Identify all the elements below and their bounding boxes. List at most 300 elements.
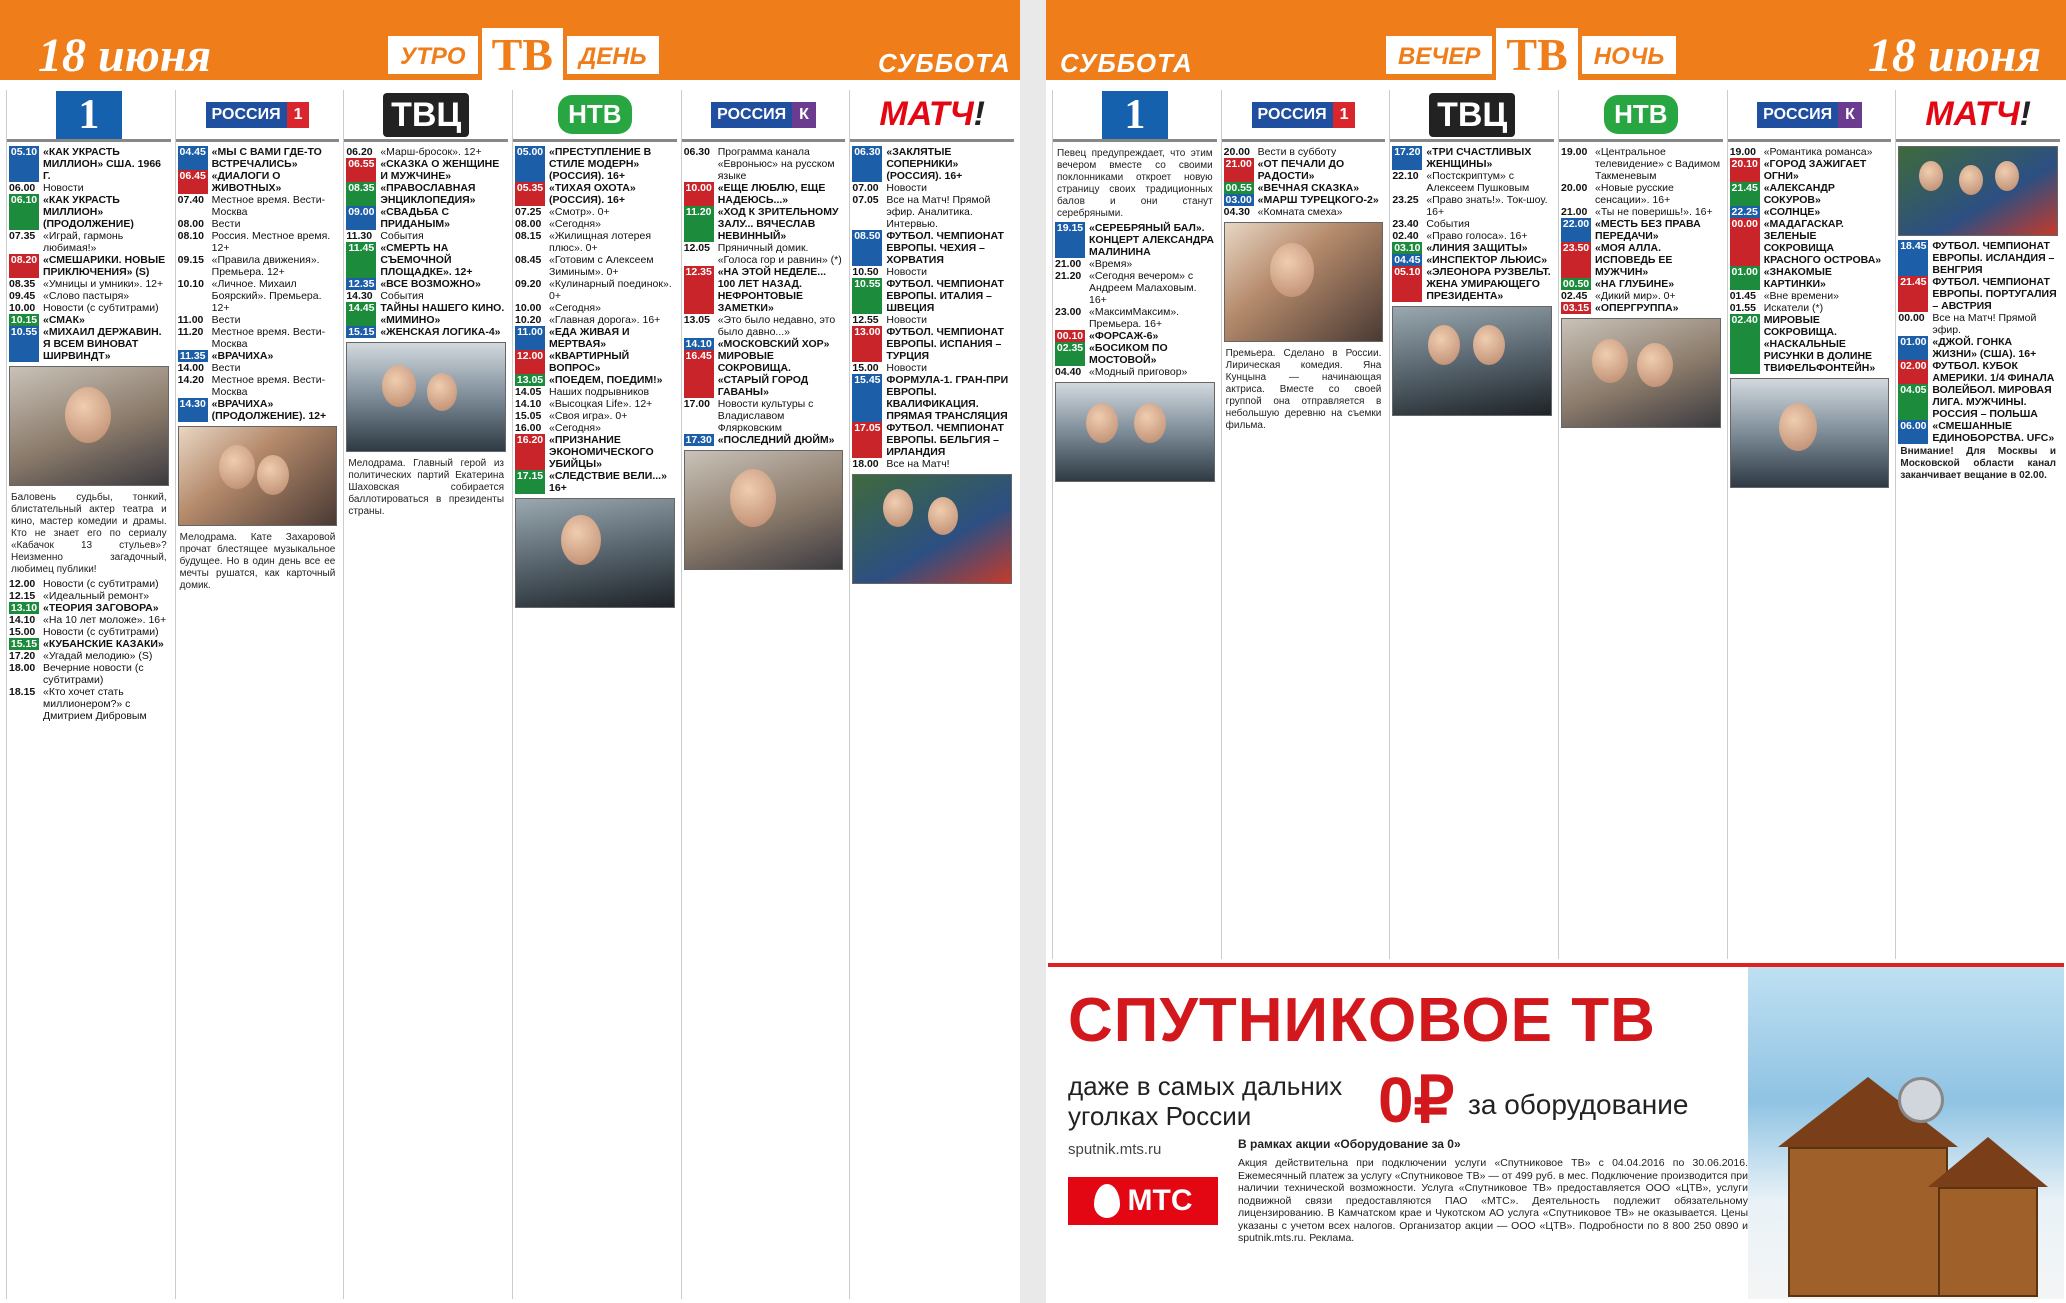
program-row bbox=[850, 266, 1014, 278]
program-title: «МИХАИЛ ДЕРЖАВИН. Я ВСЕМ ВИНОВАТ ШИРВИНДТ» bbox=[43, 326, 162, 362]
program-title: ФОРМУЛА-1. ГРАН-ПРИ ЕВРОПЫ. КВАЛИФИКАЦИЯ. ПРЯМАЯ ТРАНСЛЯЦИЯ bbox=[886, 374, 1009, 422]
program-title: «Сегодня» bbox=[549, 302, 601, 314]
program-row bbox=[1728, 206, 1892, 218]
program-time: 03.15 bbox=[1562, 302, 1590, 314]
program-title: «Кто хочет стать миллионером?» с Дмитрием Дибровым bbox=[43, 686, 147, 722]
program-title: «СЛЕДСТВИЕ ВЕЛИ...» 16+ bbox=[549, 470, 667, 494]
program-time: 15.00 bbox=[9, 626, 36, 638]
program-title: Новости (с субтитрами) bbox=[43, 302, 159, 314]
program-title: «На 10 лет моложе». 16+ bbox=[43, 614, 167, 626]
program-title: «СОЛНЦЕ» bbox=[1763, 206, 1821, 218]
mts-egg-icon bbox=[1094, 1184, 1120, 1218]
program-title: «Право знать!». Ток-шоу. 16+ bbox=[1426, 194, 1548, 218]
program-row bbox=[1559, 278, 1723, 290]
program-time: 14.30 bbox=[178, 398, 208, 422]
program-time: 15.15 bbox=[348, 326, 375, 338]
program-row bbox=[7, 578, 171, 590]
program-row bbox=[1053, 342, 1217, 366]
program-row bbox=[850, 314, 1014, 326]
program-time: 23.50 bbox=[1561, 242, 1591, 278]
program-row bbox=[1728, 314, 1892, 374]
program-title: «СМЕШАРИКИ. НОВЫЕ ПРИКЛЮЧЕНИЯ» (S) bbox=[43, 254, 166, 278]
satellite-dish-icon bbox=[1898, 1077, 1944, 1123]
program-time: 02.00 bbox=[1898, 360, 1928, 384]
program-row bbox=[850, 230, 1014, 266]
program-title: «МАДАГАСКАР. ЗЕЛЕНЫЕ СОКРОВИЩА КРАСНОГО ОСТРОВА» bbox=[1763, 218, 1882, 266]
program-row bbox=[513, 182, 677, 206]
program-title: Новости (с субтитрами) bbox=[43, 578, 159, 590]
program-row bbox=[513, 422, 677, 434]
program-row bbox=[1896, 312, 2060, 336]
program-title: «Слово пастыря» bbox=[43, 290, 130, 302]
mts-logo: МТС bbox=[1068, 1177, 1218, 1225]
program-row bbox=[1390, 218, 1554, 230]
program-time: 07.05 bbox=[852, 194, 879, 206]
program-row bbox=[682, 206, 846, 242]
program-title: «Дикий мир». 0+ bbox=[1595, 290, 1676, 302]
program-photo bbox=[1561, 318, 1721, 428]
program-title: «ЗНАКОМЫЕ КАРТИНКИ» bbox=[1763, 266, 1832, 290]
left-date: 18 июня bbox=[38, 29, 212, 82]
column-channel-one bbox=[6, 90, 171, 1299]
program-row bbox=[513, 314, 677, 326]
program-time: 21.45 bbox=[1730, 182, 1760, 206]
program-row bbox=[682, 338, 846, 350]
program-time: 14.00 bbox=[177, 362, 204, 374]
program-row bbox=[7, 182, 171, 194]
program-time: 12.05 bbox=[683, 242, 710, 254]
program-photo bbox=[1055, 382, 1215, 482]
program-description: Мелодрама. Кате Захаровой прочат блестящее музыкальное будущее. Но в один день все ее мечты рушатся, как карточный домик. bbox=[179, 532, 336, 591]
program-row bbox=[682, 242, 846, 266]
program-time: 07.25 bbox=[515, 206, 542, 218]
program-row bbox=[176, 314, 340, 326]
program-row bbox=[176, 254, 340, 278]
program-time: 04.45 bbox=[1394, 254, 1421, 266]
program-title: «Новые русские сенсации». 16+ bbox=[1595, 182, 1674, 206]
program-row bbox=[344, 230, 508, 242]
program-title: Местное время. Вести-Москва bbox=[211, 194, 326, 218]
ntv-logo: НТВ bbox=[1559, 90, 1723, 142]
channel-one-logo: 1 bbox=[1053, 90, 1217, 142]
program-row bbox=[1559, 290, 1723, 302]
program-title: «МОСКОВСКИЙ ХОР» bbox=[717, 338, 830, 350]
program-title: «ОПЕРГРУППА» bbox=[1595, 302, 1679, 314]
program-time: 11.30 bbox=[346, 230, 373, 242]
program-title: «ДИАЛОГИ О ЖИВОТНЫХ» bbox=[211, 170, 282, 194]
program-row bbox=[344, 158, 508, 182]
program-time: 07.00 bbox=[852, 182, 879, 194]
program-time: 11.35 bbox=[178, 350, 208, 362]
program-title: «Главная дорога». 16+ bbox=[549, 314, 661, 326]
program-title: Вечерние новости (с субтитрами) bbox=[43, 662, 144, 686]
program-photo bbox=[1898, 146, 2058, 236]
program-list bbox=[682, 146, 846, 446]
left-schedule-grid bbox=[6, 90, 1014, 1299]
program-row bbox=[7, 590, 171, 602]
program-time: 00.00 bbox=[1898, 312, 1925, 324]
column-russia-1 bbox=[1221, 90, 1386, 959]
program-title: «Комната смеха» bbox=[1257, 206, 1343, 218]
match-logo: МАТЧ! bbox=[1896, 90, 2060, 142]
program-time: 22.25 bbox=[1731, 206, 1758, 218]
program-time: 08.20 bbox=[9, 254, 39, 278]
program-description: Баловень судьбы, тонкий, блистательный актер театра и кино, мастер комедии и драмы. Кто не знает его по сериалу «Кабачок 13 стульев»? Неизменно загадочный, любимец публики! bbox=[11, 492, 167, 575]
russia-k-logo: РОССИЯ К bbox=[682, 90, 846, 142]
program-row bbox=[176, 398, 340, 422]
column-match bbox=[849, 90, 1014, 1299]
program-title: «ТИХАЯ ОХОТА» (РОССИЯ). 16+ bbox=[549, 182, 636, 206]
russia-1-logo: РОССИЯ 1 bbox=[176, 90, 340, 142]
program-title: «НА ГЛУБИНЕ» bbox=[1595, 278, 1675, 290]
program-title: «СКАЗКА О ЖЕНЩИНЕ И МУЖЧИНЕ» bbox=[380, 158, 500, 182]
program-time: 06.00 bbox=[1898, 420, 1928, 444]
program-time: 14.10 bbox=[515, 398, 542, 410]
program-title: «СМЕШАННЫЕ ЕДИНОБОРСТВА. UFC» bbox=[1932, 420, 2055, 444]
ad-title: СПУТНИКОВОЕ ТВ bbox=[1068, 986, 1656, 1055]
program-time: 10.15 bbox=[10, 314, 38, 326]
program-row bbox=[1053, 222, 1217, 258]
program-title: МИРОВЫЕ СОКРОВИЩА. «СТАРЫЙ ГОРОД ГАВАНЫ» bbox=[717, 350, 809, 398]
right-date: 18 июня bbox=[1868, 29, 2042, 82]
program-row bbox=[513, 230, 677, 254]
program-time: 13.00 bbox=[852, 326, 882, 362]
program-row bbox=[513, 350, 677, 374]
column-tvc bbox=[1389, 90, 1554, 959]
program-time: 12.55 bbox=[852, 314, 879, 326]
program-title: «Умницы и умники». 12+ bbox=[43, 278, 164, 290]
program-title: Искатели (*) bbox=[1763, 302, 1824, 314]
program-row bbox=[1222, 158, 1386, 182]
program-title: Новости bbox=[886, 266, 928, 278]
program-time: 23.40 bbox=[1392, 218, 1419, 230]
program-row bbox=[682, 314, 846, 338]
program-row bbox=[7, 278, 171, 290]
program-row bbox=[850, 182, 1014, 194]
program-title: «Своя игра». 0+ bbox=[549, 410, 628, 422]
program-row bbox=[1896, 420, 2060, 444]
program-row bbox=[1390, 170, 1554, 194]
program-title: «Марш-бросок». 12+ bbox=[380, 146, 482, 158]
program-row bbox=[1559, 206, 1723, 218]
tvc-logo: ТВЦ bbox=[344, 90, 508, 142]
program-title: «ХОД К ЗРИТЕЛЬНОМУ ЗАЛУ... ВЯЧЕСЛАВ НЕВИННЫЙ» bbox=[717, 206, 839, 242]
program-time: 07.40 bbox=[177, 194, 204, 206]
program-row bbox=[176, 230, 340, 254]
program-time: 04.45 bbox=[178, 146, 208, 170]
logo-night: НОЧЬ bbox=[1582, 36, 1677, 74]
program-title: «СМЕРТЬ НА СЪЕМОЧНОЙ ПЛОЩАДКЕ». 12+ bbox=[380, 242, 473, 278]
program-time: 22.00 bbox=[1561, 218, 1591, 242]
program-title: «Вне времени» bbox=[1763, 290, 1839, 302]
program-title: «ЕДА ЖИВАЯ И МЕРТВАЯ» bbox=[549, 326, 630, 350]
program-row bbox=[1222, 146, 1386, 158]
program-row bbox=[1896, 336, 2060, 360]
program-title: Новости bbox=[43, 182, 84, 194]
program-row bbox=[1728, 182, 1892, 206]
program-title: Новости культуры с Владиславом Флярковским bbox=[717, 398, 814, 434]
program-title: Вести в субботу bbox=[1257, 146, 1337, 158]
program-time: 06.20 bbox=[346, 146, 373, 158]
program-time: 06.30 bbox=[852, 146, 882, 182]
program-title: «ВСЕ ВОЗМОЖНО» bbox=[380, 278, 481, 290]
program-row bbox=[7, 302, 171, 314]
program-title: «МЕСТЬ БЕЗ ПРАВА ПЕРЕДАЧИ» bbox=[1595, 218, 1701, 242]
program-title: Программа канала «Евроньюс» на русском языке bbox=[717, 146, 835, 182]
program-time: 09.00 bbox=[346, 206, 376, 230]
program-time: 09.45 bbox=[9, 290, 36, 302]
program-time: 08.10 bbox=[177, 230, 204, 242]
program-time: 11.00 bbox=[515, 326, 545, 350]
program-time: 02.35 bbox=[1055, 342, 1085, 366]
program-row bbox=[1896, 276, 2060, 312]
program-row bbox=[1390, 230, 1554, 242]
program-time: 08.00 bbox=[177, 218, 204, 230]
program-row bbox=[850, 146, 1014, 182]
program-title: ФУТБОЛ. ЧЕМПИОНАТ ЕВРОПЫ. ЧЕХИЯ – ХОРВАТИЯ bbox=[886, 230, 1004, 266]
program-title: «Романтика романса» bbox=[1763, 146, 1873, 158]
program-row bbox=[344, 326, 508, 338]
program-row bbox=[7, 314, 171, 326]
logo-evening: ВЕЧЕР bbox=[1386, 36, 1492, 74]
program-row bbox=[513, 410, 677, 422]
column-russia-k bbox=[681, 90, 846, 1299]
program-time: 06.00 bbox=[9, 182, 36, 194]
program-row bbox=[1896, 360, 2060, 384]
program-title: «ОТ ПЕЧАЛИ ДО РАДОСТИ» bbox=[1257, 158, 1345, 182]
left-page bbox=[0, 0, 1020, 1303]
program-time: 19.00 bbox=[1729, 146, 1756, 158]
program-photo bbox=[178, 426, 338, 526]
program-row bbox=[513, 374, 677, 386]
program-time: 09.15 bbox=[177, 254, 204, 266]
program-time: 11.00 bbox=[177, 314, 204, 326]
program-time: 12.00 bbox=[9, 578, 36, 590]
column-channel-one bbox=[1052, 90, 1217, 959]
program-time: 12.15 bbox=[9, 590, 36, 602]
program-time: 16.45 bbox=[684, 350, 714, 398]
program-row bbox=[513, 206, 677, 218]
program-row bbox=[682, 182, 846, 206]
program-row bbox=[176, 218, 340, 230]
program-time: 10.00 bbox=[684, 182, 714, 206]
program-time: 08.35 bbox=[9, 278, 36, 290]
program-row bbox=[7, 614, 171, 626]
program-row bbox=[682, 146, 846, 182]
program-photo bbox=[852, 474, 1012, 584]
program-row bbox=[850, 326, 1014, 362]
program-time: 14.45 bbox=[346, 302, 376, 326]
right-header bbox=[1046, 0, 2066, 84]
program-time: 00.50 bbox=[1562, 278, 1590, 290]
program-time: 10.55 bbox=[9, 326, 39, 362]
program-time: 08.45 bbox=[515, 254, 542, 266]
program-title: «ЛИНИЯ ЗАЩИТЫ» bbox=[1426, 242, 1528, 254]
program-row bbox=[1390, 194, 1554, 218]
program-row bbox=[513, 326, 677, 350]
program-time: 11.20 bbox=[177, 326, 204, 338]
program-photo bbox=[1224, 222, 1384, 342]
program-time: 17.20 bbox=[1392, 146, 1422, 170]
program-time: 22.10 bbox=[1392, 170, 1419, 182]
program-time: 01.55 bbox=[1729, 302, 1756, 314]
program-row bbox=[7, 194, 171, 230]
program-title: «ПОЕДЕМ, ПОЕДИМ!» bbox=[549, 374, 663, 386]
program-title: ФУТБОЛ. ЧЕМПИОНАТ ЕВРОПЫ. ИСЛАНДИЯ – ВЕНГРИЯ bbox=[1932, 240, 2055, 276]
program-row bbox=[7, 602, 171, 614]
match-logo: МАТЧ! bbox=[850, 90, 1014, 142]
program-list bbox=[1559, 146, 1723, 314]
program-list bbox=[850, 146, 1014, 470]
program-photo bbox=[346, 342, 506, 452]
program-row bbox=[176, 362, 340, 374]
program-title: «МЫ С ВАМИ ГДЕ-ТО ВСТРЕЧАЛИСЬ» bbox=[211, 146, 322, 170]
program-list bbox=[344, 146, 508, 338]
program-row bbox=[176, 278, 340, 314]
program-row bbox=[513, 146, 677, 182]
column-ntv bbox=[1558, 90, 1723, 959]
program-title: «Играй, гармонь любимая!» bbox=[43, 230, 124, 254]
program-time: 09.20 bbox=[515, 278, 542, 290]
ad-url[interactable]: sputnik.mts.ru bbox=[1068, 1141, 1162, 1158]
program-title: «ТРИ СЧАСТЛИВЫХ ЖЕНЩИНЫ» bbox=[1426, 146, 1532, 170]
program-row bbox=[344, 290, 508, 302]
right-page bbox=[1046, 0, 2066, 1303]
program-title: «ПОСЛЕДНИЙ ДЮЙМ» bbox=[717, 434, 835, 446]
program-title: «ИНСПЕКТОР ЛЬЮИС» bbox=[1426, 254, 1548, 266]
program-title: «Это было недавно, это было давно...» bbox=[717, 314, 836, 338]
program-title: «ПРИЗНАНИЕ ЭКОНОМИЧЕСКОГО УБИЙЦЫ» bbox=[549, 434, 654, 470]
program-photo bbox=[515, 498, 675, 608]
program-time: 15.05 bbox=[515, 410, 542, 422]
village-house-illustration bbox=[1748, 967, 2064, 1299]
right-section-logo bbox=[1386, 28, 1676, 82]
program-title: «Кулинарный поединок». 0+ bbox=[549, 278, 672, 302]
program-time: 11.45 bbox=[346, 242, 376, 278]
program-time: 19.00 bbox=[1561, 146, 1588, 158]
program-title: События bbox=[1426, 218, 1470, 230]
program-time: 14.05 bbox=[515, 386, 542, 398]
program-row bbox=[7, 650, 171, 662]
russia-k-logo: РОССИЯ К bbox=[1728, 90, 1892, 142]
program-row bbox=[7, 230, 171, 254]
program-list bbox=[7, 578, 171, 722]
program-time: 17.15 bbox=[515, 470, 545, 494]
program-list bbox=[1728, 146, 1892, 374]
program-title: «Время» bbox=[1089, 258, 1133, 270]
program-time: 08.00 bbox=[515, 218, 542, 230]
ad-price-label: за оборудование bbox=[1468, 1089, 1689, 1120]
program-time: 20.00 bbox=[1223, 146, 1250, 158]
program-row bbox=[1728, 146, 1892, 158]
program-time: 14.20 bbox=[177, 374, 204, 386]
program-title: Россия. Местное время. 12+ bbox=[211, 230, 331, 254]
program-title: «СЕРЕБРЯНЫЙ БАЛ». КОНЦЕРТ АЛЕКСАНДРА МАЛИНИНА bbox=[1089, 222, 1215, 258]
program-title: Местное время. Вести-Москва bbox=[211, 326, 326, 350]
program-title: Все на Матч! Прямой эфир. bbox=[1932, 312, 2037, 336]
program-time: 00.55 bbox=[1225, 182, 1252, 194]
program-row bbox=[682, 398, 846, 434]
program-title: «КАК УКРАСТЬ МИЛЛИОН» США. 1966 Г. bbox=[43, 146, 161, 182]
program-time: 02.45 bbox=[1561, 290, 1588, 302]
program-title: «СВАДЬБА С ПРИДАНЫМ» bbox=[380, 206, 450, 230]
program-time: 03.10 bbox=[1394, 242, 1421, 254]
program-title: «ЭЛЕОНОРА РУЗВЕЛЬТ. ЖЕНА УМИРАЮЩЕГО ПРЕЗИДЕНТА» bbox=[1426, 266, 1551, 302]
program-row bbox=[513, 278, 677, 302]
program-row bbox=[1896, 384, 2060, 420]
program-title: «ПРАВОСЛАВНАЯ ЭНЦИКЛОПЕДИЯ» bbox=[380, 182, 476, 206]
program-time: 18.15 bbox=[9, 686, 36, 698]
program-title: «АЛЕКСАНДР СОКУРОВ» bbox=[1763, 182, 1835, 206]
program-row bbox=[1053, 366, 1217, 378]
program-row bbox=[1222, 206, 1386, 218]
program-title: ТАЙНЫ НАШЕГО КИНО. «МИМИНО» bbox=[380, 302, 505, 326]
program-row bbox=[1728, 290, 1892, 302]
program-row bbox=[1222, 194, 1386, 206]
program-time: 14.10 bbox=[685, 338, 712, 350]
program-time: 10.00 bbox=[9, 302, 36, 314]
tvc-logo: ТВЦ bbox=[1390, 90, 1554, 142]
ad-promo: В рамках акции «Оборудование за 0» bbox=[1238, 1137, 1461, 1151]
program-row bbox=[1053, 270, 1217, 306]
program-title: «Постскриптум» с Алексеем Пушковым bbox=[1426, 170, 1530, 194]
program-row bbox=[7, 626, 171, 638]
program-time: 11.20 bbox=[684, 206, 714, 242]
program-title: Все на Матч! Прямой эфир. Аналитика. Интервью. bbox=[886, 194, 991, 230]
program-title: ФУТБОЛ. ЧЕМПИОНАТ ЕВРОПЫ. ПОРТУГАЛИЯ – АВСТРИЯ bbox=[1932, 276, 2057, 312]
program-row bbox=[7, 662, 171, 686]
program-time: 17.05 bbox=[852, 422, 882, 458]
program-row bbox=[7, 254, 171, 278]
program-time: 14.10 bbox=[9, 614, 36, 626]
program-time: 01.45 bbox=[1729, 290, 1756, 302]
program-title: «НА ЭТОЙ НЕДЕЛЕ... 100 ЛЕТ НАЗАД. НЕФРОНТОВЫЕ ЗАМЕТКИ» bbox=[717, 266, 827, 314]
program-title: ВОЛЕЙБОЛ. МИРОВАЯ ЛИГА. МУЖЧИНЫ. РОССИЯ – ПОЛЬША bbox=[1932, 384, 2052, 420]
program-time: 07.35 bbox=[9, 230, 36, 242]
program-time: 04.40 bbox=[1055, 366, 1082, 378]
program-row bbox=[513, 302, 677, 314]
program-title: ФУТБОЛ. ЧЕМПИОНАТ ЕВРОПЫ. ИТАЛИЯ – ШВЕЦИЯ bbox=[886, 278, 1004, 314]
program-list bbox=[1390, 146, 1554, 302]
program-row bbox=[176, 194, 340, 218]
program-time: 10.55 bbox=[852, 278, 882, 314]
program-row bbox=[1559, 242, 1723, 278]
program-row bbox=[850, 374, 1014, 422]
column-match bbox=[1895, 90, 2060, 959]
program-time: 20.00 bbox=[1561, 182, 1588, 194]
program-title: «Жилищная лотерея плюс». 0+ bbox=[549, 230, 652, 254]
program-title: «Ты не поверишь!». 16+ bbox=[1595, 206, 1713, 218]
left-weekday: СУББОТА bbox=[878, 48, 1011, 78]
program-row bbox=[7, 638, 171, 650]
program-title: Все на Матч! bbox=[886, 458, 950, 470]
program-row bbox=[1896, 240, 2060, 276]
program-title: «Личное. Михаил Боярский». Премьера. 12+ bbox=[211, 278, 322, 314]
program-row bbox=[513, 254, 677, 278]
column-ntv bbox=[512, 90, 677, 1299]
program-row bbox=[7, 326, 171, 362]
program-time: 15.00 bbox=[852, 362, 879, 374]
program-time: 14.30 bbox=[346, 290, 373, 302]
program-row bbox=[7, 290, 171, 302]
program-title: «Высоцкая Life». 12+ bbox=[549, 398, 653, 410]
broadcast-notice: Внимание! Для Москвы и Московской области канал заканчивает вещание в 02.00. bbox=[1900, 446, 2057, 481]
program-time: 21.20 bbox=[1055, 270, 1082, 282]
program-title: «ТЕОРИЯ ЗАГОВОРА» bbox=[43, 602, 159, 614]
program-time: 06.10 bbox=[9, 194, 39, 230]
program-description: Премьера. Сделано в России. Лирическая комедия. Яна Кунцына — начинающая актриса. Вместе со своей группой она отправляется в небольшую деревню на съемки фильма. bbox=[1225, 348, 1382, 431]
program-time: 04.05 bbox=[1898, 384, 1928, 420]
